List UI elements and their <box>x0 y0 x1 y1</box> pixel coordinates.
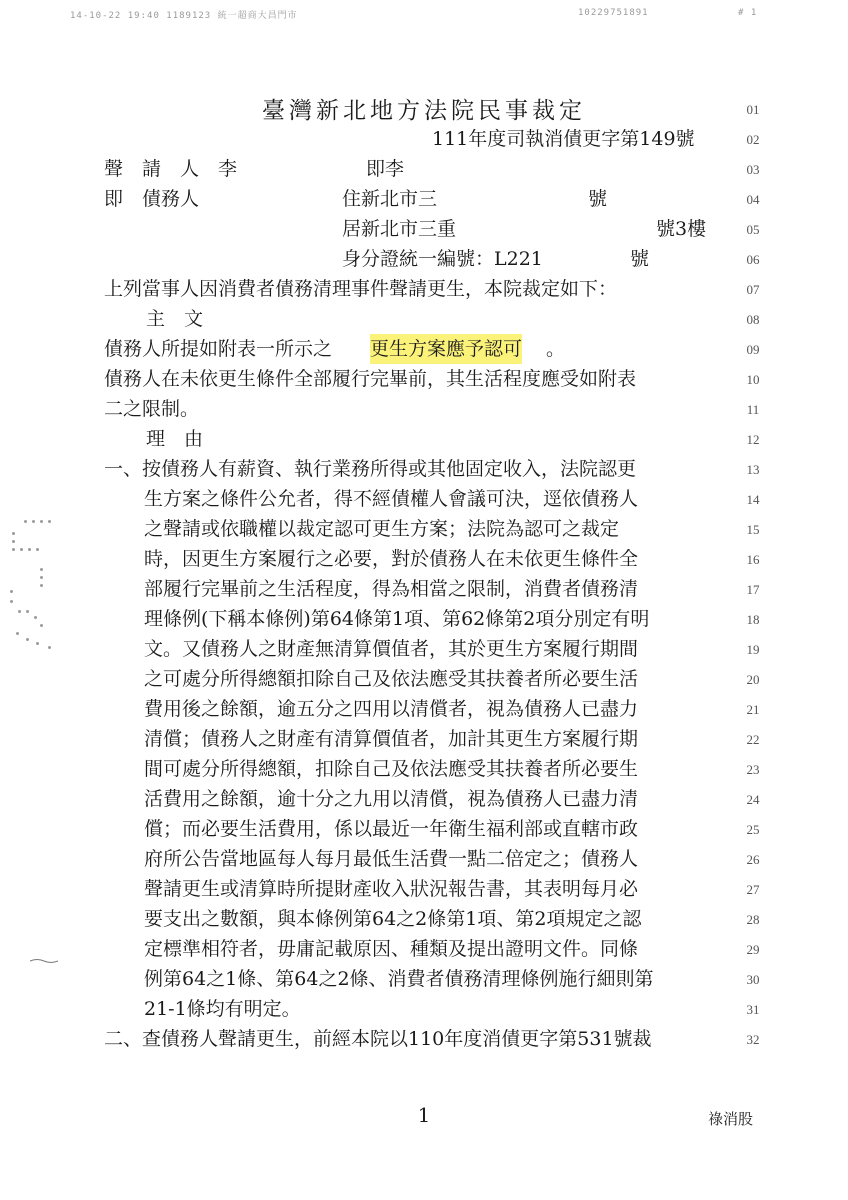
line-number: 20 <box>746 672 760 687</box>
line-text: 21-1條均有明定。 <box>144 998 301 1020</box>
document-line <box>100 694 740 724</box>
page-number: 1 <box>417 1103 431 1127</box>
hole-dot <box>32 520 35 523</box>
document-line <box>100 634 740 664</box>
line-number: 18 <box>746 612 760 627</box>
document-line <box>100 454 740 484</box>
line-number: 14 <box>746 492 760 507</box>
hole-dot <box>26 638 29 641</box>
hole-dot <box>10 600 13 603</box>
line-text: 二之限制。 <box>104 398 200 420</box>
document-line <box>100 394 740 424</box>
line-text: 號 <box>630 248 650 270</box>
line-text: 聲 請 人 李 <box>104 158 238 180</box>
line-number: 26 <box>746 852 760 867</box>
line-text: 定標準相符者，毋庸記載原因、種類及提出證明文件。同條 <box>144 938 639 960</box>
document-line <box>100 214 740 244</box>
line-number: 28 <box>746 912 760 927</box>
line-number: 01 <box>746 102 760 117</box>
line-text: 生方案之條件公允者，得不經債權人會議可決，逕依債務人 <box>144 488 639 510</box>
court-division: 祿消股 <box>708 1110 754 1128</box>
hole-dot <box>34 616 37 619</box>
hole-dot <box>40 624 43 627</box>
line-number: 11 <box>746 402 760 417</box>
line-text: 間可處分所得總額，扣除自己及依法應受其扶養者所必要生 <box>144 758 639 780</box>
line-number: 17 <box>746 582 760 597</box>
line-number: 05 <box>746 222 760 237</box>
document-line <box>100 94 740 124</box>
document-line <box>100 814 740 844</box>
document-line <box>100 244 740 274</box>
document-line <box>100 364 740 394</box>
line-text: 住新北市三 <box>342 188 438 210</box>
document-line <box>100 724 740 754</box>
hole-dot <box>24 520 27 523</box>
line-text: 即 債務人 <box>104 188 200 210</box>
line-number: 13 <box>746 462 760 477</box>
document-line <box>100 754 740 784</box>
binder-hole-marks <box>4 520 74 660</box>
line-text: 之聲請或依職權以裁定認可更生方案；法院為認可之裁定 <box>144 518 620 540</box>
fax-header-page: # 1 <box>738 8 758 18</box>
document-line <box>100 994 740 1024</box>
document-line <box>100 934 740 964</box>
hole-dot <box>18 610 21 613</box>
document-line <box>100 574 740 604</box>
line-text: 上列當事人因消費者債務清理事件聲請更生，本院裁定如下： <box>104 278 618 300</box>
document-line <box>100 424 740 454</box>
line-number: 15 <box>746 522 760 537</box>
line-text: 一、按債務人有薪資、執行業務所得或其他固定收入，法院認更 <box>104 458 637 480</box>
hole-dot <box>12 540 15 543</box>
highlighted-text: 更生方案應予認可 <box>370 334 522 364</box>
line-text: 部履行完畢前之生活程度，得為相當之限制，消費者債務清 <box>144 578 639 600</box>
document-title: 臺灣新北地方法院民事裁定 <box>262 98 586 124</box>
hole-dot <box>40 520 43 523</box>
hole-dot <box>36 642 39 645</box>
document-line <box>100 964 740 994</box>
hole-dot <box>16 632 19 635</box>
hole-dot <box>20 548 23 551</box>
line-number: 19 <box>746 642 760 657</box>
document-line <box>100 904 740 934</box>
line-text: 時，因更生方案履行之必要，對於債務人在未依更生條件全 <box>144 548 639 570</box>
hole-dot <box>12 532 15 535</box>
line-number: 23 <box>746 762 760 777</box>
fax-header-left: 14-10-22 19:40 1189123 統一超商大昌門市 <box>70 11 298 21</box>
line-number: 24 <box>746 792 760 807</box>
document-line <box>100 844 740 874</box>
line-number: 27 <box>746 882 760 897</box>
line-text: 號 <box>588 188 608 210</box>
hole-dot <box>40 576 43 579</box>
line-number: 31 <box>746 1002 760 1017</box>
document-line <box>100 304 740 334</box>
document-line <box>100 154 740 184</box>
hole-dot <box>28 548 31 551</box>
line-text: 府所公告當地區每人每月最低生活費一點二倍定之；債務人 <box>144 848 639 870</box>
document-line <box>100 484 740 514</box>
line-number: 22 <box>746 732 760 747</box>
line-number: 07 <box>746 282 760 297</box>
line-text: 例第64之1條、第64之2條、消費者債務清理條例施行細則第 <box>144 968 654 990</box>
line-text: 理條例(下稱本條例)第64條第1項、第62條第2項分別定有明 <box>144 608 650 630</box>
line-text: 償；而必要生活費用，係以最近一年衛生福利部或直轄市政 <box>144 818 639 840</box>
line-number: 06 <box>746 252 760 267</box>
document-line <box>100 124 740 154</box>
line-number: 32 <box>746 1032 760 1047</box>
document-line <box>100 784 740 814</box>
hole-dot <box>40 568 43 571</box>
line-number: 03 <box>746 162 760 177</box>
line-text: 號3樓 <box>656 218 707 240</box>
line-text: 聲請更生或清算時所提財產收入狀況報告書，其表明每月必 <box>144 878 639 900</box>
line-text: 文。又債務人之財產無清算價值者，其於更生方案履行期間 <box>144 638 639 660</box>
line-text: 清償；債務人之財產有清算價值者，加計其更生方案履行期 <box>144 728 639 750</box>
scan-mark <box>30 958 58 964</box>
hole-dot <box>36 548 39 551</box>
line-number: 12 <box>746 432 760 447</box>
line-text: 債務人所提如附表一所示之 <box>104 338 333 360</box>
document-line <box>100 544 740 574</box>
document-line <box>100 334 740 364</box>
line-number: 30 <box>746 972 760 987</box>
hole-dot <box>48 520 51 523</box>
document-line <box>100 184 740 214</box>
line-text: 居新北市三重 <box>342 218 457 240</box>
line-number: 09 <box>746 342 760 357</box>
line-text: 活費用之餘額，逾十分之九用以清償，視為債務人已盡力清 <box>144 788 639 810</box>
document-line <box>100 604 740 634</box>
line-number: 08 <box>746 312 760 327</box>
line-text: 費用後之餘額，逾五分之四用以清償者，視為債務人已盡力 <box>144 698 639 720</box>
line-text: 理 由 <box>146 428 204 450</box>
line-text: 之可處分所得總額扣除自己及依法應受其扶養者所必要生活 <box>144 668 639 690</box>
line-text: 主 文 <box>146 308 204 330</box>
hole-dot <box>12 548 15 551</box>
line-number: 10 <box>746 372 760 387</box>
line-number: 04 <box>746 192 760 207</box>
document-line <box>100 514 740 544</box>
document-line <box>100 1024 740 1054</box>
fax-header-number: 10229751891 <box>578 8 649 18</box>
hole-dot <box>26 610 29 613</box>
line-text: 111年度司執消債更字第149號 <box>432 128 695 150</box>
line-number: 29 <box>746 942 760 957</box>
line-number: 16 <box>746 552 760 567</box>
line-number: 25 <box>746 822 760 837</box>
line-text: 債務人在未依更生條件全部履行完畢前，其生活程度應受如附表 <box>104 368 637 390</box>
line-text: 身分證統一編號：L221 <box>342 248 543 270</box>
document-line <box>100 664 740 694</box>
line-text: 即李 <box>366 158 405 180</box>
hole-dot <box>48 646 51 649</box>
document-line <box>100 274 740 304</box>
line-text: 要支出之數額，與本條例第64之2條第1項、第2項規定之認 <box>144 908 642 930</box>
line-number: 02 <box>746 132 760 147</box>
document-line <box>100 874 740 904</box>
hole-dot <box>40 584 43 587</box>
line-text: 。 <box>546 338 566 360</box>
hole-dot <box>10 590 13 593</box>
line-text: 二、查債務人聲請更生，前經本院以110年度消債更字第531號裁 <box>104 1028 652 1050</box>
line-number: 21 <box>746 702 760 717</box>
